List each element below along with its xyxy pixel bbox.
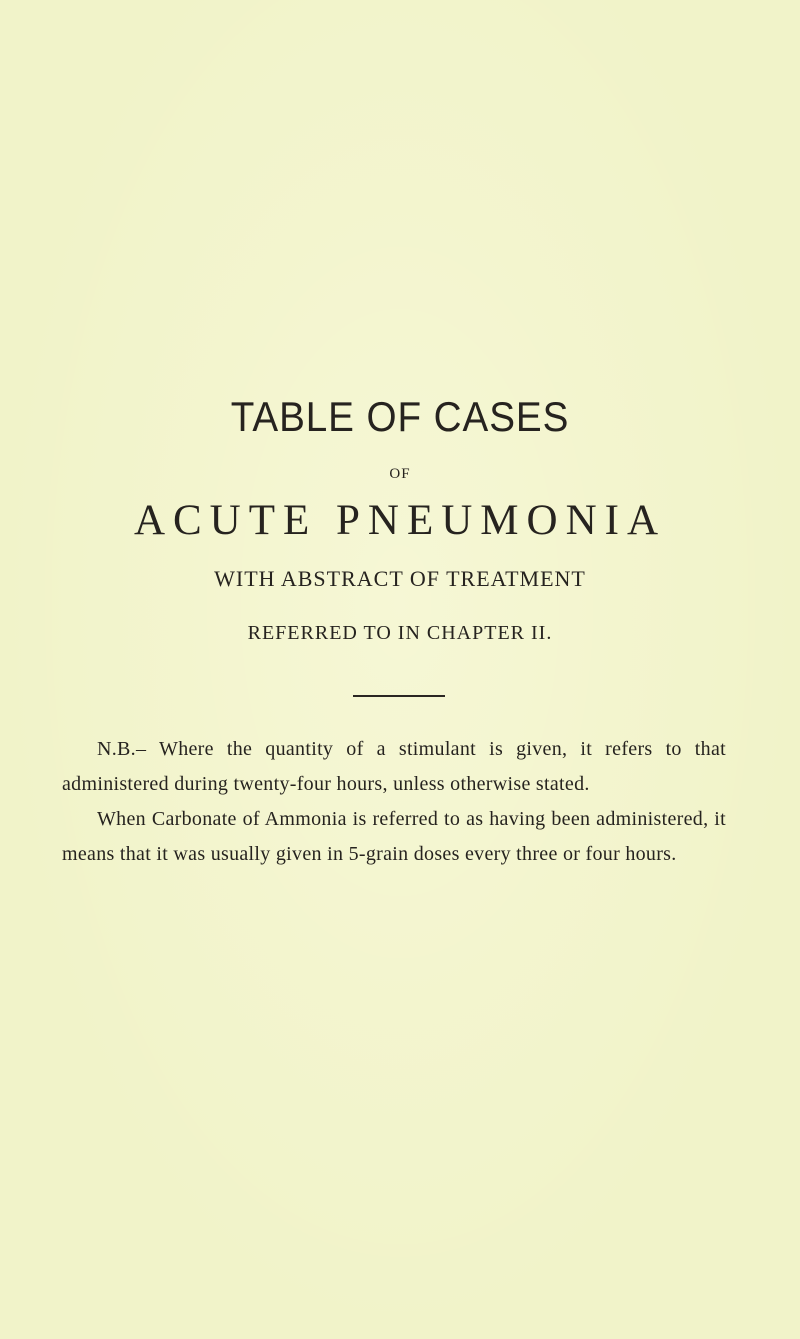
- disease-title: ACUTE PNEUMONIA: [133, 497, 667, 544]
- title-connector: OF: [389, 466, 411, 482]
- note-paragraph-2: When Carbonate of Ammonia is referred to as having been administered, it means that it was usually given in 5-grain doses every three or four hours.: [62, 808, 726, 865]
- subtitle-line-2: REFERRED TO IN CHAPTER II.: [247, 622, 553, 644]
- note-label: N.B.–: [97, 738, 147, 760]
- note-block: [62, 732, 726, 872]
- note-paragraph-1-text: Where the quantity of a stimulant is given, it refers to that administered during twenty-four hours, unless otherwise stated.: [62, 738, 726, 795]
- note-paragraph-1: [62, 732, 726, 802]
- subtitle-line-1: WITH ABSTRACT OF TREATMENT: [214, 566, 586, 591]
- page-title: TABLE OF CASES: [230, 393, 570, 440]
- divider-rule: [353, 695, 445, 697]
